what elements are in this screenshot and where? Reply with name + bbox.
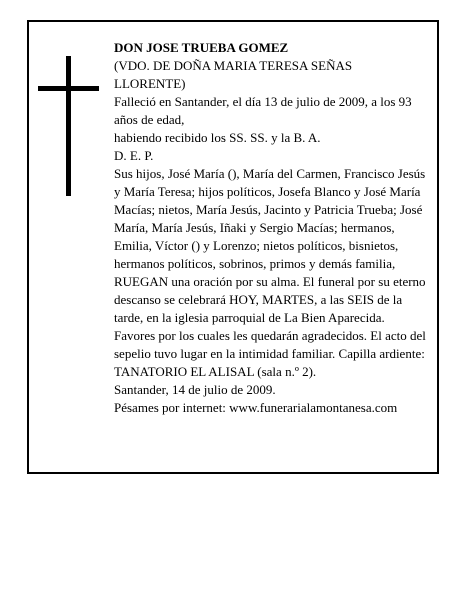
death-info: Falleció en Santander, el día 13 de julio de 2009, a los 93 años de edad, xyxy=(114,94,412,127)
notice-text xyxy=(114,39,426,417)
sacraments-line: habiendo recibido los SS. SS. y la B. A. xyxy=(114,130,321,145)
date-line: Santander, 14 de julio de 2009. xyxy=(114,382,276,397)
family-paragraph: Sus hijos, José María (), María del Carmen, Francisco Jesús y María Teresa; hijos políticos, Josefa Blanco y José María Macías; nietos, María Jesús, Jacinto y Patricia Trueba; José María, María Jesús, Iñaki y Sergio Macías; hermanos, Emilia, Víctor () y Lorenzo; nietos políticos, bisnietos, hermanos políticos, sobrinos, primos y demás familia, xyxy=(114,166,426,271)
deceased-name: DON JOSE TRUEBA GOMEZ xyxy=(114,40,289,55)
cross-horizontal-bar xyxy=(38,86,99,91)
cross-vertical-bar xyxy=(66,56,71,196)
rip-line: D. E. P. xyxy=(114,148,154,163)
funeral-paragraph: RUEGAN una oración por su alma. El funeral por su eterno descanso se celebrará HOY, MARTES, a las SEIS de la tarde, en la iglesia parroquial de La Bien Aparecida. Favores por los cuales les quedarán agradecidos. El acto del sepelio tuvo lugar en la intimidad familiar. Capilla ardiente: TANATORIO EL ALISAL (sala n.º 2). xyxy=(114,274,426,379)
condolences-line: Pésames por internet: www.funerarialamontanesa.com xyxy=(114,400,398,415)
widow-of-line: (VDO. DE DOÑA MARIA TERESA SEÑAS LLORENTE) xyxy=(114,58,353,91)
